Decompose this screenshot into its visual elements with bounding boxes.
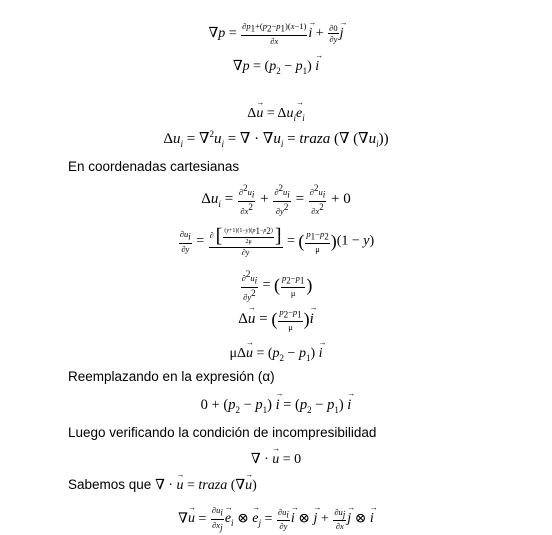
equation-dui-dy: $\frac{\partial u_i}{\partial y}$ = ∂ [ $\frac{(y+1)(1-y)(p_1-p_2)}{2\mu}$ ] ∂y = ( $\frac{p_1-p_2}{\mu}$ )(1 − y): [179, 225, 375, 257]
equation-mu-laplacian: μΔu → = $(p_2 - p_1) i$ →: [0, 346, 552, 363]
text-cartesian-coordinates: En coordenadas cartesianas: [68, 159, 240, 174]
equation-gradient-p-result: $\nabla p = (p_2 - p_1) i$ →: [0, 58, 552, 76]
equation-gradient-p-partial: ∇p = $\frac{\partial p_1+(p_2-p_1)(x-1)}{\partial x}$ i → + $\frac{\partial 0}{\partial y}$ j →: [0, 22, 552, 45]
equation-laplacian-u-vector: Δu → = ( $\frac{p_2-p_1}{\mu}$ )i →: [0, 308, 552, 331]
equation-gradient-u: ∇u → = $\frac{\partial u_i}{\partial x_j}$ $e \to_i$ ⊗ $e \to_j$ = $\frac{\partial u_i}{\partial y}$ i → ⊗ j → + $\frac{\partial u_j}{\partial x}$ j → ⊗ i →: [0, 506, 552, 532]
equation-second-derivative: $\frac{\partial^2u_i}{\partial y^2}$ = ( $\frac{p_2-p_1}{\mu}$ ): [241, 269, 313, 302]
text-we-know: Sabemos que ∇ · u → = traza (∇u →): [68, 477, 257, 494]
equation-laplacian-cartesian: $\Delta u_i$ = $\frac{\partial^2u_i}{\partial x^2}$ + $\frac{\partial^2u_i}{\partial y^2}$ = $\frac{\partial^2u_i}{\partial x^2}$ + 0: [201, 183, 351, 216]
mu-symbol: μ: [248, 239, 252, 245]
text-verifying-incompressibility: Luego verificando la condición de incompresibilidad: [68, 425, 377, 440]
equation-laplacian-u: Δu → = $\Delta u_ie \to_i$: [0, 106, 552, 123]
equation-replacement: $0 + (p_2 - p_1) i$ → = $(p_2 - p_1) i$ →: [0, 397, 552, 415]
text-replacing-expression: Reemplazando en la expresión (α): [68, 369, 275, 384]
traza-label-2: traza: [198, 478, 228, 493]
traza-label: traza: [299, 131, 331, 147]
we-know-prefix: Sabemos que: [68, 477, 152, 492]
equation-divergence: ∇ · u → = 0: [0, 451, 552, 468]
equation-laplacian-ui: $\Delta u_i = \nabla^2u_i$ = ∇ · $\nabla u_i$ = traza (∇ $(\nabla u_i)$): [163, 129, 389, 149]
